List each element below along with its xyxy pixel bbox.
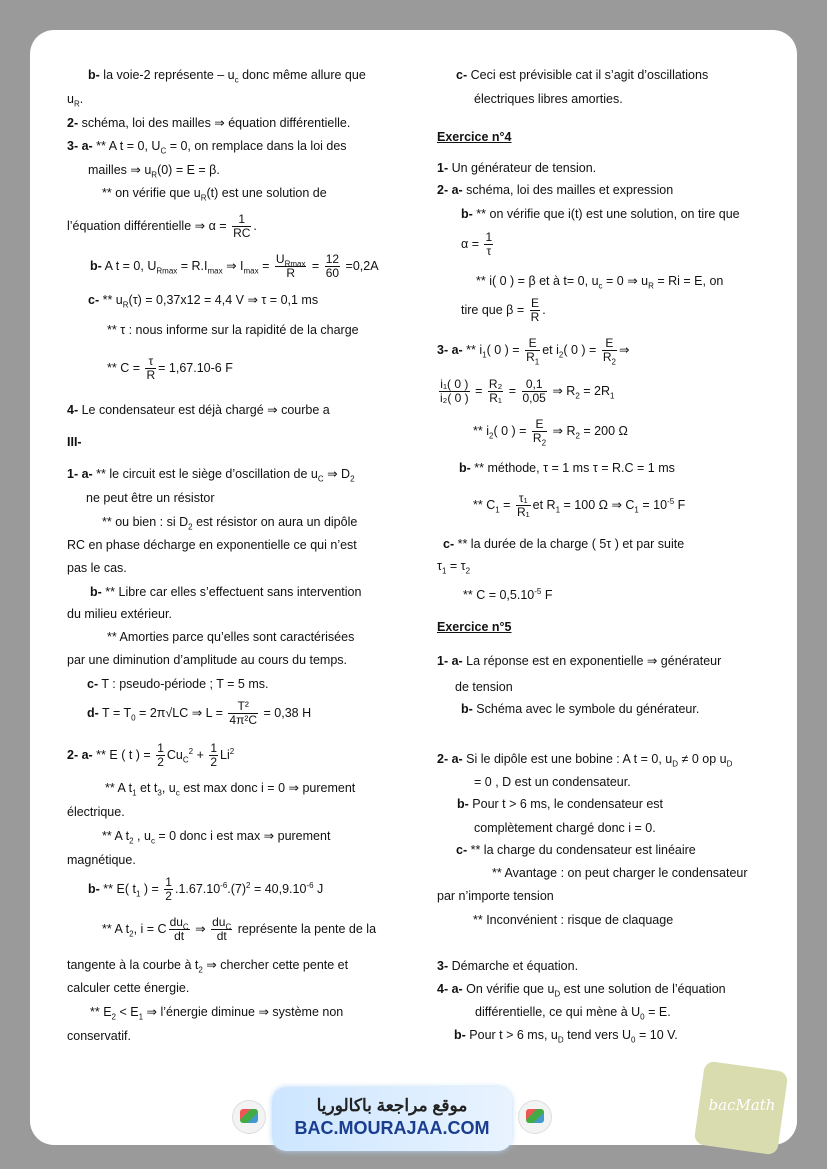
banner-site-text: BAC.MOURAJAA.COM [294,1118,490,1138]
fraction: $\frac{12}{60}$ [325,252,340,281]
item-iii-2a-3: électrique. [67,805,125,819]
item-iii-2b: b- ** E( $t_1$ ) = $\frac{1}{2}$ $.1.67.10^{-6}.(7)^2 = 40,9.10^{-6}$ J [88,875,324,904]
fraction: $\frac{\text{R₂}}{\text{R₁}}$ [488,377,503,406]
item-iii-1a: 1- a- ** le circuit est le siège d’oscillation de $u_C$ ⇒ $D_2$ [67,467,355,484]
item-c-2: électriques libres amorties. [474,92,623,106]
ex5-item-1a: 1- a- La réponse est en exponentielle ⇒ générateur [437,654,722,668]
item-iii-2b-3: tangente à la courbe à $t_2$ ⇒ chercher cette pente et [67,958,349,975]
item-iii-2a-4: ** A $t_2$ , $u_c = 0$ donc i est max ⇒ purement [102,829,331,846]
item-1b: b- la voie-2 représente – $u_c$ donc même allure que [88,68,366,85]
item-iii-2b-2: ** A $t_2$, i = C $\frac{du_C}{dt}$ ⇒ $\frac{du_C}{dt}$ représente la pente de la [102,915,377,944]
ex4-item-3c-3: ** $C = 0,5.10^{-5}$ F [463,586,553,602]
ex4-item-3c: c- ** la durée de la charge ( 5τ ) et par suite [443,537,685,551]
ex5-item-1a-2: de tension [455,680,513,694]
fraction: $\frac{E}{R_1}$ [526,336,540,367]
ex5-item-2b-2: complètement chargé donc i = 0. [474,821,656,835]
ex4-item-2b-3: ** i( 0 ) = β et à t= 0, $u_c = 0$ ⇒ $u_R = Ri = E$, on [476,274,724,291]
bacmath-logo-text: bacMath [708,1096,776,1114]
ex4-item-2b: b- ** on vérifie que i(t) est une solution, on tire que [461,207,740,221]
fraction: $\frac{U_{Rmax}}{R}$ [275,252,306,281]
item-3c-2: ** τ : nous informe sur la rapidité de la charge [107,323,359,337]
item-iii-2b-5: ** $E_2 < E_1$ ⇒ l’énergie diminue ⇒ système non [90,1005,344,1022]
item-iii-1b-4: par une diminution d’amplitude au cours du temps. [67,653,348,667]
ex4-item-2b-2: α = $\frac{1}{\tau}$ [461,230,493,259]
item-iii-1b: b- ** Libre car elles s’effectuent sans intervention [90,585,362,599]
ex4-item-3a: 3- $a- ** i_1$( 0 ) = $\frac{E}{R_1}$ et $i_2$( 0 ) = $\frac{E}{R_2}$ ⇒ [437,336,630,367]
item-iii-2a: 2- a- ** E ( t ) = $\frac{1}{2}$ $Cu_C^2$ + $\frac{1}{2}$ Li$^2$ [67,741,235,770]
fraction: $\frac{1}{\tau}$ [485,230,493,259]
item-iii-2a-5: magnétique. [67,853,136,867]
item-iii-2a-2: ** A $t_1$ et $t_3$, $u_c$ est max donc i = 0 ⇒ purement [105,781,356,798]
item-iii-1a-2: ne peut être un résistor [86,491,215,505]
fraction: $\frac{\tau}{R}$ [146,354,156,383]
item-iii-1b-3: ** Amorties parce qu’elles sont caractérisées [107,630,355,644]
item-4: 4- Le condensateur est déjà chargé ⇒ courbe a [67,403,330,417]
item-iii-2b-4: calculer cette énergie. [67,981,190,995]
ex5-item-4b: b- Pour t > 6 ms, $u_D$ tend vers $U_0 = 10$ V. [454,1028,678,1045]
ex5-item-2a-2: = 0 , D est un condensateur. [474,775,631,789]
ex4-item-3c-2: $\tau_1 = \tau_2$ [437,559,471,576]
item-c: c- Ceci est prévisible cat il s’agit d’oscillations [456,68,709,82]
exercise-5-heading: Exercice n°5 [437,620,512,634]
ex5-item-3: 3- Démarche et équation. [437,959,579,973]
ex4-item-2b-4: tire que β = $\frac{E}{R}$ . [461,296,546,325]
fraction: $\frac{1}{RC}$ [233,212,251,241]
item-iii-2b-6: conservatif. [67,1029,131,1043]
section-iii: III- [67,435,82,449]
ex5-item-4a: 4- a- On vérifie que $u_D$ est une solution de l’équation [437,982,726,999]
item-1b-cont: $u_R$. [67,92,84,109]
fraction: $\frac{E}{R_2}$ [532,417,547,448]
item-3a: 3- a- ** A t = 0, $U_C = 0$, on remplace dans la loi des [67,139,347,156]
fraction: $\frac{1}{2}$ [157,741,164,770]
site-banner-link[interactable] [272,1087,512,1151]
item-3b: b- A t = 0, $U_{Rmax} = R.I_{max}$ ⇒ $I_{max}$ = $\frac{U_{Rmax}}{R}$ = $\frac{12}{60}$ =0,2A [90,252,379,281]
item-3a-2: mailles ⇒ $u_R(0) = E = \beta$. [88,163,220,180]
ex5-item-2c-3: par n’importe tension [437,889,554,903]
fraction: $\frac{du_C}{dt}$ [169,915,189,944]
item-2: 2- schéma, loi des mailles ⇒ équation différentielle. [67,116,351,130]
ex4-item-3a-2: $\frac{\text{i₁( 0 )}}{\text{i₂( 0 )}}$ = $\frac{\text{R₂}}{\text{R₁}}$ = $\frac{0,1}{0,05}$ ⇒ $R_2 = 2R_1$ [440,377,615,406]
fraction: $\frac{\text{i₁( 0 )}}{\text{i₂( 0 )}}$ [440,377,469,406]
exercise-4-heading: Exercice n°4 [437,130,512,144]
ex4-item-3b-2: ** $C_1$ = $\frac{\text{τ₁}}{\text{R₁}}$ et $R_1 = 100$ Ω ⇒ $C_1 = 10^{-5}$ F [473,491,686,520]
ex4-item-3a-3: ** $i_2$( 0 ) = $\frac{E}{R_2}$ ⇒ $R_2 = 200$ Ω [473,417,628,448]
fraction: $\frac{\text{τ₁}}{\text{R₁}}$ [516,491,530,520]
item-iii-1d: d- $T = T_0 = 2\pi√LC$ ⇒ L = $\frac{\text{T²}}{\text{4π²C}}$ = 0,38 H [87,699,312,728]
fraction: $\frac{du_C}{dt}$ [212,915,232,944]
ex5-item-2c-2: ** Avantage : on peut charger le condensateur [492,866,748,880]
left-logo-icon [232,1100,266,1134]
fraction: $\frac{\text{T²}}{\text{4π²C}}$ [229,699,258,728]
fraction: $\frac{1}{2}$ [210,741,218,770]
ex4-item-2a: 2- a- schéma, loi des mailles et expression [437,183,674,197]
item-iii-1c: c- T : pseudo-période ; T = 5 ms. [87,677,269,691]
item-3a-3: ** on vérifie que $u_R(t)$ est une solution de [102,186,327,203]
banner-arabic-text: موقع مراجعة باكالوريا [316,1096,468,1115]
ex5-item-2c-4: ** Inconvénient : risque de claquage [473,913,674,927]
ex4-item-1: 1- Un générateur de tension. [437,161,597,175]
item-3c: $c- ** u_R(\tau) = 0,37x12 = 4,4$ V ⇒ τ = 0,1 ms [88,293,319,310]
fraction: $\frac{0,1}{0,05}$ [522,377,546,406]
fraction: $\frac{1}{2}$ [165,875,172,904]
ex5-item-1b: b- Schéma avec le symbole du générateur. [461,702,700,716]
item-iii-1a-3: ** ou bien : si $D_2$ est résistor on aura un dipôle [102,515,358,532]
item-iii-1a-4: RC en phase décharge en exponentielle ce qui n’est [67,538,357,552]
document-page [30,30,797,1145]
ex5-item-2a: 2- a- Si le dipôle est une bobine : A t = 0, $u_D \ne 0$ op $u_D$ [437,752,733,769]
ex5-item-2c: c- ** la charge du condensateur est linéaire [456,843,696,857]
item-3a-4: l’équation différentielle ⇒ α = $\frac{1}{RC}$ . [67,212,257,241]
item-iii-1b-2: du milieu extérieur. [67,607,172,621]
fraction: $\frac{E}{R}$ [530,296,540,325]
ex5-item-2b: b- Pour t > 6 ms, le condensateur est [457,797,664,811]
item-3c-3: ** C = $\frac{\tau}{R}$ = 1,67.10-6 F [107,354,233,383]
fraction: $\frac{E}{R_2}$ [602,336,616,367]
right-logo-icon [518,1100,552,1134]
item-iii-1a-5: pas le cas. [67,561,127,575]
ex4-item-3b: b- ** méthode, τ = 1 ms τ = R.C = 1 ms [459,461,675,475]
ex5-item-4a-2: différentielle, ce qui mène à $U_0 = E$. [475,1005,671,1022]
